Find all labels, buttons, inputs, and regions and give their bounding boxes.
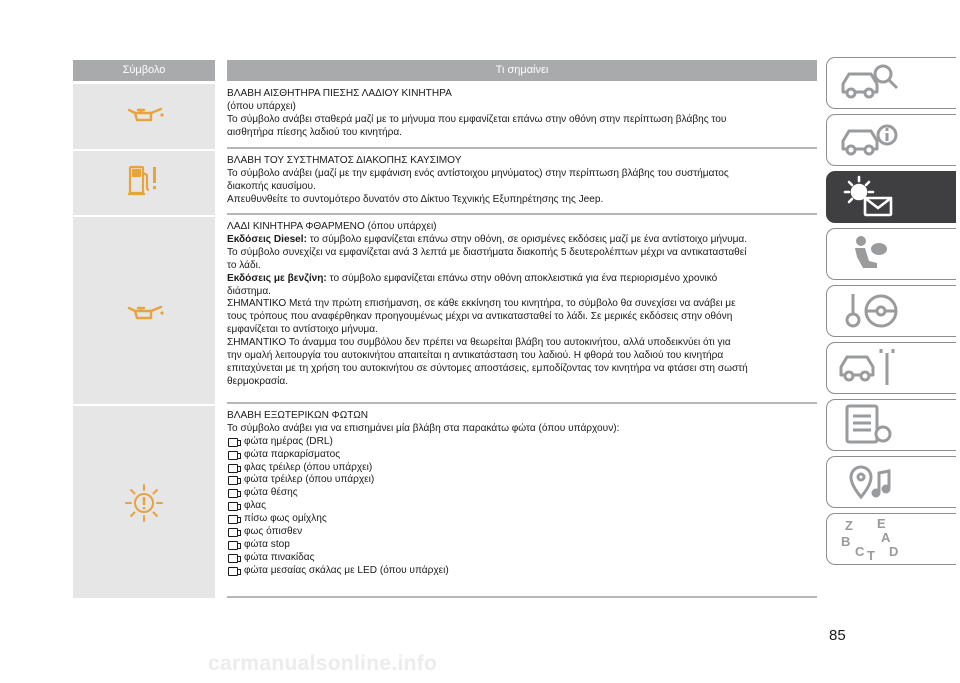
list-item: φώτα πινακίδας bbox=[227, 552, 817, 565]
tab-in-emergency[interactable] bbox=[826, 342, 956, 394]
bulb-icon bbox=[228, 515, 238, 524]
list-item: φώτα τρέιλερ (όπου υπάρχει) bbox=[227, 474, 817, 487]
meaning-cell: ΒΛΑΒΗ ΑΙΣΘΗΤΗΡΑ ΠΙΕΣΗΣ ΛΑΔΙΟΥ ΚΙΝΗΤΗΡΑ (όπου υπάρχει) Το σύμβολο ανάβει σταθερά μαζί με το μήνυμα που εμφανίζεται επάνω στην οθόνη στην περίπτωση βλάβης του αισθητήρα πίεσης λαδιού του κινητήρα. bbox=[227, 88, 727, 138]
table-row bbox=[73, 84, 817, 149]
meaning-cell: ΛΑΔΙ ΚΙΝΗΤΗΡΑ ΦΘΑΡΜΕΝΟ (όπου υπάρχει) Εκδόσεις Diesel: το σύμβολο εμφανίζεται επάνω στην οθόνη, σε ορισμένες εκδόσεις μαζί με ένα αντίστοιχο μήνυμα. Το σύμβολο συνεχίζει να εμφανίζεται ανά 3 λεπτά με διαστήματα διακοπής 5 δευτερολέπτων μέχρι να αντικατασταθεί το λάδι. Εκδόσεις με βενζίνη: το σύμβολο εμφανίζεται επάνω στην οθόνη αποκλειστικά για ένα περιορισμένο χρονικό διάστημα. ΣΗΜΑΝΤΙΚΟ Μετά την πρώτη επισήμανση, σε κάθε εκκίνηση του κινητήρα, το σύμβολο θα συνεχίσει να ανάβει με τους τρόπους που αναφέρθηκαν προηγουμένως μέχρι να αντικατασταθεί το λάδι. Σε μερικές εκδόσεις στην οθόνη εμφανίζεται το αντίστοιχο μήνυμα. ΣΗΜΑΝΤΙΚΟ Το άναμμα του συμβόλου δεν πρέπει να θεωρείται βλάβη του αυτοκινήτου, αλλά υποδεικνύει ότι για την ομαλή λειτουργία του αυτοκινήτου απαιτείται η αντικατάσταση του λαδιού. Η φθορά του λαδιού του κινητήρα επιταχύνεται με τη χρήση του αυτοκινήτου σε σύντομες αποστάσεις, εμποδίζοντας τον κινητήρα να φτάσει στη σωστή θερμοκρασία. bbox=[227, 221, 748, 387]
table-header bbox=[73, 60, 817, 81]
symbol-cell bbox=[73, 406, 215, 598]
petrol-label: Εκδόσεις με βενζίνη: bbox=[227, 272, 327, 284]
index-letter: C bbox=[855, 544, 865, 559]
list-item: φώτα stop bbox=[227, 539, 817, 552]
car-search-icon bbox=[837, 60, 907, 106]
index-letter: T bbox=[867, 548, 875, 562]
index-letter: Z bbox=[845, 518, 853, 533]
tab-starting-driving[interactable] bbox=[826, 285, 956, 337]
meaning-cell: ΒΛΑΒΗ ΤΟΥ ΣΥΣΤΗΜΑΤΟΣ ΔΙΑΚΟΠΗΣ ΚΑΥΣΙΜΟΥ Το σύμβολο ανάβει (μαζί με την εμφάνιση ενός αντίστοιχου μηνύματος) στην περίπτωση βλάβης του συστήματος διακοπής καυσίμου. Απευθυνθείτε το συντομότερο δυνατόν στο Δίκτυο Τεχνικής Εξυπηρέτησης της Jeep. bbox=[227, 155, 729, 205]
symbol-cell bbox=[73, 151, 215, 215]
car-wrench-icon bbox=[837, 345, 907, 391]
symbol-cell bbox=[73, 84, 215, 149]
symbol-cell bbox=[73, 217, 215, 404]
table-row bbox=[73, 217, 817, 404]
bulb-icon bbox=[228, 567, 238, 576]
list-item: φώτα μεσαίας σκάλας με LED (όπου υπάρχει) bbox=[227, 565, 817, 578]
bulb-icon bbox=[228, 438, 238, 447]
index-letter: B bbox=[841, 534, 851, 549]
tab-warning-lights[interactable] bbox=[826, 171, 956, 223]
tab-car-search[interactable] bbox=[826, 57, 956, 109]
diesel-label: Εκδόσεις Diesel: bbox=[227, 233, 307, 245]
meaning-cell: ΒΛΑΒΗ ΕΞΩΤΕΡΙΚΩΝ ΦΩΤΩΝ Το σύμβολο ανάβει για να επισημάνει μία βλάβη στα παρακάτω φώτα (όπου υπάρχουν): φώτα ημέρας (DRL) φώτα παρκαρίσματος φλας τρέιλερ (όπου υπάρχει) φώτα τρέιλερ (όπου υπάρχει) φώτα θέσης φλας πίσω φως ομίχλης φως όπισθεν φώτα stop φώτα πινακίδας φώτα μεσαίας σκάλας με LED (όπου υπάρχει) bbox=[227, 406, 817, 598]
steering-wheel-key-icon bbox=[837, 288, 907, 334]
car-info-icon bbox=[837, 117, 907, 163]
bulb-icon bbox=[228, 541, 238, 550]
tab-index[interactable] bbox=[826, 513, 956, 565]
table-row bbox=[73, 406, 817, 598]
bulb-icon bbox=[228, 502, 238, 511]
bulb-icon bbox=[228, 476, 238, 485]
row-divider bbox=[227, 402, 817, 404]
tab-maintenance[interactable] bbox=[826, 399, 956, 451]
alphabetical-index-icon bbox=[837, 516, 907, 562]
oil-can-icon bbox=[125, 104, 165, 124]
row-divider bbox=[227, 147, 817, 149]
index-letter: A bbox=[881, 530, 891, 545]
bulb-icon bbox=[228, 451, 238, 460]
tab-multimedia[interactable] bbox=[826, 456, 956, 508]
list-item: φως όπισθεν bbox=[227, 526, 817, 539]
column-header-symbol: Σύμβολο bbox=[122, 64, 166, 76]
warning-light-message-icon bbox=[837, 174, 907, 220]
fuel-pump-warning-icon bbox=[126, 161, 162, 201]
list-item: φλας bbox=[227, 500, 817, 513]
tab-safety[interactable] bbox=[826, 228, 956, 280]
index-letter: D bbox=[889, 544, 899, 559]
list-item: πίσω φως ομίχλης bbox=[227, 513, 817, 526]
bulb-icon bbox=[228, 489, 238, 498]
exterior-light-failure-icon bbox=[123, 482, 165, 524]
index-letter: E bbox=[877, 516, 886, 531]
tab-car-info[interactable] bbox=[826, 114, 956, 166]
bulb-icon bbox=[228, 464, 238, 473]
oil-can-icon bbox=[125, 302, 165, 322]
list-item: φώτα παρκαρίσματος bbox=[227, 449, 817, 462]
column-header-meaning: Τι σημαίνει bbox=[495, 64, 549, 76]
multimedia-icon bbox=[837, 459, 907, 505]
airbag-seat-icon bbox=[837, 231, 907, 277]
row-divider bbox=[227, 213, 817, 215]
table-row bbox=[73, 151, 817, 215]
row-divider bbox=[227, 596, 817, 598]
watermark: carmanualsonline.info bbox=[208, 652, 438, 675]
list-item: φώτα θέσης bbox=[227, 487, 817, 500]
maintenance-list-icon bbox=[837, 402, 907, 448]
page-number: 85 bbox=[829, 627, 846, 644]
list-item: φλας τρέιλερ (όπου υπάρχει) bbox=[227, 462, 817, 475]
list-item: φώτα ημέρας (DRL) bbox=[227, 436, 817, 449]
bulb-icon bbox=[228, 528, 238, 537]
bulb-icon bbox=[228, 554, 238, 563]
